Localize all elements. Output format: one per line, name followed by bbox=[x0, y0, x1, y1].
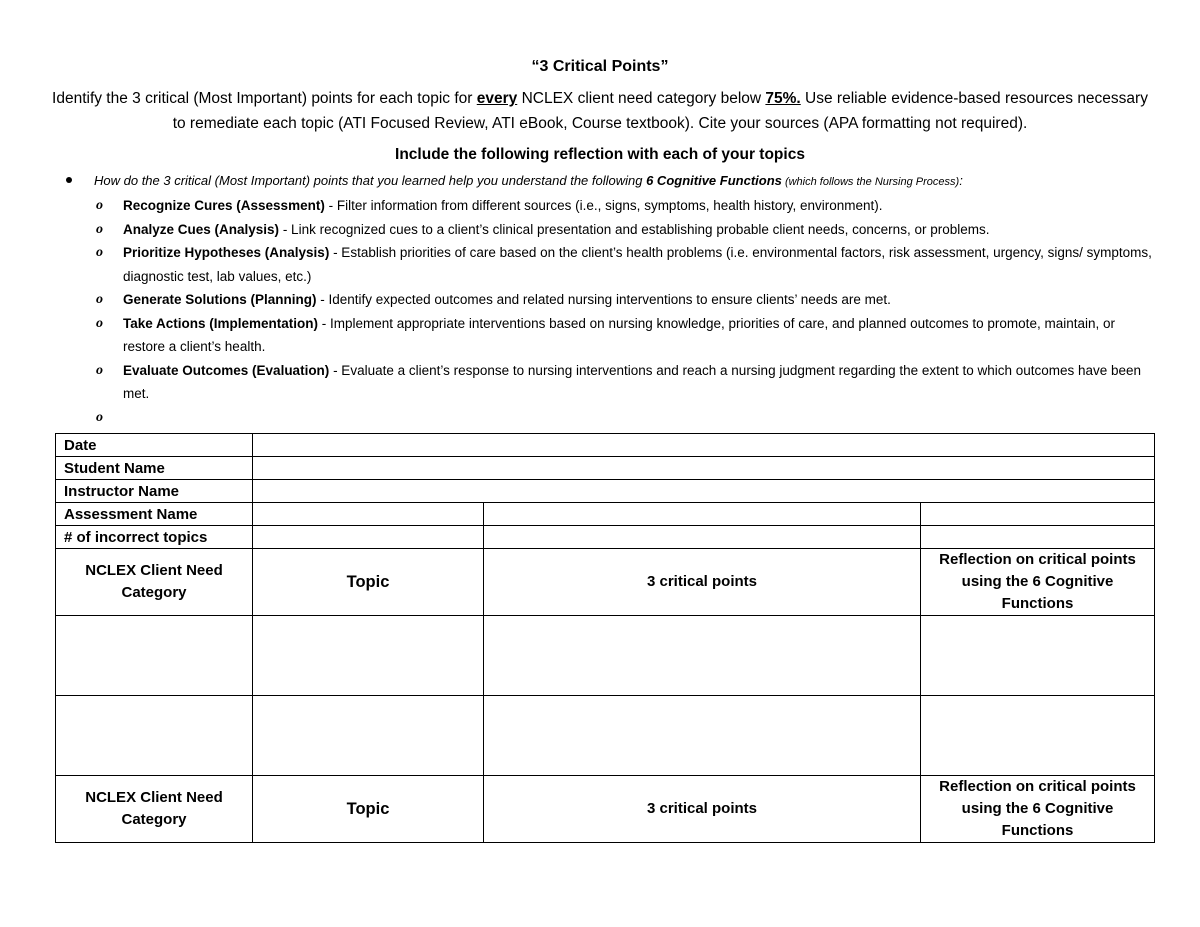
function-desc: - Evaluate a client’s response to nursing interventions and reach a nursing judgment regarding the extent to which outcomes have been met. bbox=[123, 362, 1142, 401]
bullet-dot-icon bbox=[66, 177, 72, 183]
table-row bbox=[56, 503, 1155, 526]
header-critical-points: 3 critical points bbox=[484, 776, 921, 843]
function-name: Take Actions (Implementation) bbox=[123, 315, 319, 331]
table-row bbox=[56, 457, 1155, 480]
student-name-field[interactable] bbox=[253, 457, 1155, 480]
table-row bbox=[56, 526, 1155, 549]
intro-percent: 75%. bbox=[765, 90, 801, 107]
header-reflection: Reflection on critical points using the 6 Cognitive Functions bbox=[921, 776, 1155, 843]
category-cell[interactable] bbox=[56, 616, 253, 696]
list-marker-icon: o bbox=[96, 245, 103, 260]
instructor-name-label: Instructor Name bbox=[56, 480, 253, 503]
reflection-heading: Include the following reflection with each of your topics bbox=[395, 146, 805, 163]
table-header-row bbox=[56, 776, 1155, 843]
reflection-cell[interactable] bbox=[921, 616, 1155, 696]
list-item bbox=[96, 312, 1156, 359]
list-item bbox=[96, 218, 1156, 242]
list-item bbox=[96, 288, 1156, 312]
reflection-cell[interactable] bbox=[921, 696, 1155, 776]
table-row bbox=[56, 480, 1155, 503]
intro-text-2: NCLEX client need category below bbox=[517, 90, 766, 107]
header-category: NCLEX Client Need Category bbox=[56, 549, 253, 616]
list-item bbox=[96, 359, 1156, 406]
incorrect-topics-label: # of incorrect topics bbox=[56, 526, 253, 549]
list-item bbox=[96, 241, 1156, 288]
reflection-bullet bbox=[66, 173, 1176, 188]
function-desc: - Link recognized cues to a client’s clinical presentation and establishing probable client needs, concerns, or problems. bbox=[279, 221, 990, 237]
incorrect-topics-field[interactable] bbox=[253, 526, 484, 549]
table-row bbox=[56, 616, 1155, 696]
function-name: Analyze Cues (Analysis) bbox=[123, 221, 280, 237]
student-name-label: Student Name bbox=[56, 457, 253, 480]
date-field[interactable] bbox=[253, 434, 1155, 457]
table-row bbox=[56, 434, 1155, 457]
intro-every: every bbox=[476, 90, 518, 107]
table-header-row bbox=[56, 549, 1155, 616]
assessment-name-field-3[interactable] bbox=[921, 503, 1155, 526]
instructor-name-field[interactable] bbox=[253, 480, 1155, 503]
date-label: Date bbox=[56, 434, 253, 457]
function-desc: - Identify expected outcomes and related nursing interventions to ensure clients’ needs are met. bbox=[316, 292, 891, 307]
bullet-small-text: (which follows the Nursing Process) bbox=[781, 176, 960, 188]
cognitive-functions-list bbox=[96, 194, 1156, 431]
incorrect-topics-field-2[interactable] bbox=[484, 526, 921, 549]
list-marker-icon: o bbox=[96, 221, 103, 237]
bullet-text: How do the 3 critical (Most Important) points that you learned help you understand the following bbox=[94, 173, 647, 188]
function-name: Prioritize Hypotheses (Analysis) bbox=[123, 245, 330, 260]
topic-cell[interactable] bbox=[253, 616, 484, 696]
table-row bbox=[56, 696, 1155, 776]
list-item bbox=[96, 194, 1156, 218]
incorrect-topics-field-3[interactable] bbox=[921, 526, 1155, 549]
function-name: Recognize Cures (Assessment) bbox=[123, 198, 325, 213]
function-name: Evaluate Outcomes (Evaluation) bbox=[123, 362, 330, 378]
intro-text-1: Identify the 3 critical (Most Important) points for each topic for bbox=[52, 90, 477, 107]
bullet-end: : bbox=[959, 173, 963, 188]
list-marker-icon: o bbox=[96, 362, 103, 378]
header-critical-points: 3 critical points bbox=[484, 549, 921, 616]
critical-points-cell[interactable] bbox=[484, 616, 921, 696]
function-desc: - Establish priorities of care based on the client’s health problems (i.e. environmental factors, risk assessment, urgency, signs/ symptoms, diagnostic test, lab values, etc.) bbox=[123, 245, 1152, 284]
header-topic: Topic bbox=[253, 776, 484, 843]
critical-points-cell[interactable] bbox=[484, 696, 921, 776]
list-marker-icon: o bbox=[96, 292, 103, 307]
list-marker-icon: o bbox=[96, 409, 103, 425]
function-desc: - Filter information from different sources (i.e., signs, symptoms, health history, environment). bbox=[324, 198, 883, 213]
header-category: NCLEX Client Need Category bbox=[56, 776, 253, 843]
function-name: Generate Solutions (Planning) bbox=[123, 292, 317, 307]
intro-text-3: Use reliable evidence-based resources necessary to remediate each topic (ATI Focused Review, ATI eBook, Course textbook). Cite your sources (APA formatting not required). bbox=[172, 90, 1148, 132]
instructions-paragraph bbox=[50, 86, 1150, 136]
function-desc: - Implement appropriate interventions based on nursing knowledge, priorities of care, and planned outcomes to promote, maintain, or restore a client’s health. bbox=[123, 315, 1115, 354]
list-marker-icon: o bbox=[96, 315, 103, 331]
header-topic: Topic bbox=[253, 549, 484, 616]
list-marker-icon: o bbox=[96, 198, 103, 213]
assessment-name-label: Assessment Name bbox=[56, 503, 253, 526]
assessment-name-field[interactable] bbox=[253, 503, 484, 526]
list-item-empty bbox=[96, 406, 1156, 431]
topic-cell[interactable] bbox=[253, 696, 484, 776]
assessment-name-field-2[interactable] bbox=[484, 503, 921, 526]
document-title: “3 Critical Points” bbox=[531, 58, 669, 75]
category-cell[interactable] bbox=[56, 696, 253, 776]
remediation-form-table bbox=[55, 433, 1155, 843]
header-reflection: Reflection on critical points using the 6 Cognitive Functions bbox=[921, 549, 1155, 616]
bullet-bold-text: 6 Cognitive Functions bbox=[646, 173, 782, 188]
